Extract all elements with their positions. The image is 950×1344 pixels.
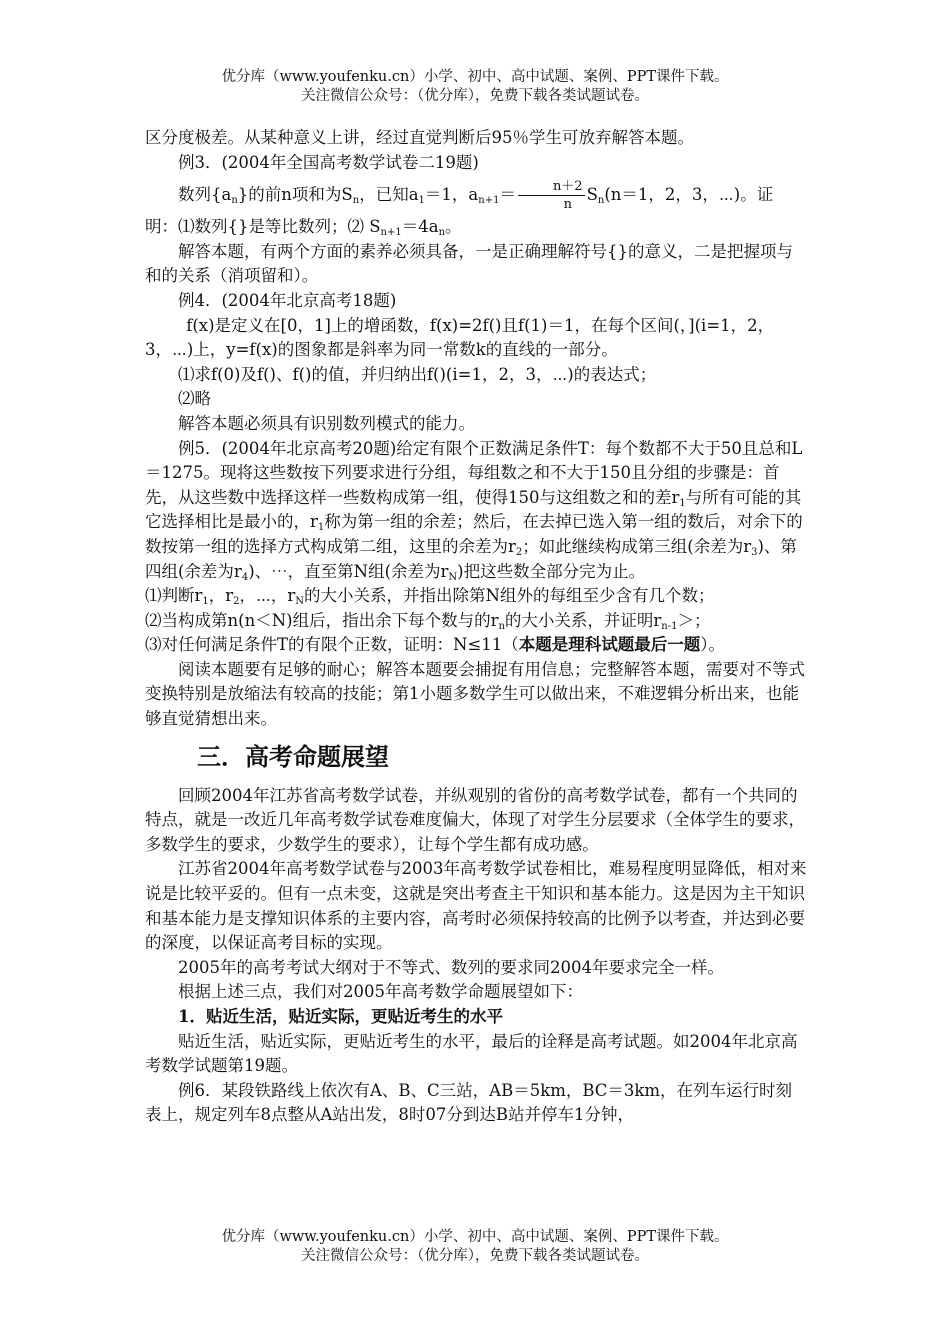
example-6-statement: 例6．某段铁路线上依次有A、B、C三站，AB＝5km，BC＝3km，在列车运行时刻表上，规定列车8点整从A站出发，8时07分到达B站并停车1分钟， [145, 1080, 793, 1125]
section-paragraph-2: 江苏省2004年高考数学试卷与2003年高考数学试卷相比，难易程度明显降低，相对来说是比较平妥的。但有一点未变，这就是突出考查主干知识和基本能力。这是因为主干知识和基本能力是支撑知识体系的主要内容，高考时必须保持较高的比例予以考查，并达到必要的深度，以保证高考目标的实现。 [145, 859, 807, 953]
example-4-answer: 解答本题必须具有识别数列模式的能力。 [178, 413, 475, 433]
section-paragraph-5: 贴近生活，贴近实际，更贴近考生的水平，最后的诠释是高考试题。如2004年北京高考数学试题第19题。 [145, 1031, 798, 1076]
page-footer [0, 1228, 950, 1266]
example-5-question-1: ⑴判断$r_1$，$r_2$，⋯，$r_N$的大小关系，并指出除第N组外的每组至少含有几个数； [145, 586, 715, 608]
footer-line-1: 优分库（www.youfenku.cn）小学、初中、高中试题、案例、PPT课件下载。 [221, 1229, 729, 1245]
paragraph-intro: 区分度极差。从某种意义上讲，经过直觉判断后95％学生可放弃解答本题。 [145, 128, 694, 147]
example-4-statement: f(x)是定义在[0，1]上的增函数，f(x)=2f()且f(1)＝1，在每个区间(，](i=1，2，3，⋯)上，y=f(x)的图象都是斜率为同一常数k的直线的一部分。 [145, 315, 775, 360]
section-heading: 三．高考命题展望 [197, 742, 389, 771]
example-4-question-2: ⑵略 [178, 389, 211, 409]
example-3-title: 例3．(2004年全国高考数学试卷二19题) [178, 152, 479, 172]
section-paragraph-1: 回顾2004年江苏省高考数学试卷，并纵观别的省份的高考数学试卷，都有一个共同的特点，就是一改近几年高考数学试卷难度偏大，体现了对学生分层要求（全体学生的要求，多数学生的要求，少数学生的要求），让每个学生都有成功感。 [145, 785, 805, 854]
header-line-1: 优分库（www.youfenku.cn）小学、初中、高中试题、案例、PPT课件下载。 [221, 69, 729, 85]
example-3-answer: 解答本题，有两个方面的素养必须具备，一是正确理解符号{}的意义，二是把握项与和的关系（消项留和）。 [145, 241, 793, 286]
example-3-statement: 数列$\{a_n\}$的前n项和为$S_n$，已知$a_1=1$，$a_{n+1}=$ $\frac{n+2}{n}$ $S_n(n=1$，2，3，⋯)。证 [178, 179, 774, 213]
document-body [145, 126, 807, 1128]
example-4-question-1: ⑴求f(0)及f()、f()的值，并归纳出f()(i=1，2，3，⋯)的表达式； [178, 364, 657, 384]
fraction: $\frac{n+2}{n}$ [518, 178, 585, 213]
example-4-title: 例4．(2004年北京高考18题) [178, 290, 397, 310]
example-5-question-2: ⑵当构成第n(n＜N)组后，指出余下每个数与的$r_n$的大小关系，并证明$r_{n-1}>$； [145, 610, 711, 632]
example-5-question-3: ⑶对任何满足条件T的有限个正数，证明：N≤11（本题是理科试题最后一题）。 [145, 635, 726, 655]
section-paragraph-4: 根据上述三点，我们对2005年高考数学命题展望如下： [178, 982, 583, 1002]
footer-line-2: 关注微信公众号：（优分库），免费下载各类试题试卷。 [301, 1248, 649, 1264]
page-header [0, 68, 950, 106]
example-5-answer: 阅读本题要有足够的耐心；解答本题要会捕捉有用信息；完整解答本题，需要对不等式变换特别是放缩法有较高的技能；第1小题多数学生可以做出来，不难逻辑分析出来，也能够直觉猜想出来。 [145, 659, 805, 729]
section-paragraph-3: 2005年的高考考试大纲对于不等式、数列的要求同2004年要求完全一样。 [178, 957, 724, 977]
example-5-statement: 例5．(2004年北京高考20题)给定有限个正数满足条件T：每个数都不大于50且总和L＝1275。现将这些数按下列要求进行分组，每组数之和不大于150且分组的步骤是：首先，从这些数中选择这样一些数构成第一组，使得150与这组数之和的差$r_1$与所有可能的其它选择相比是最小的，$r_1$称为第一组的余差；然后，在去掉已选入第一组的数后，对余下的数按第一组的选择方式构成第二组，这里的余差为$r_2$；如此继续构成第三组(余差为$r_3$)、第四组(余差为$r_4$)、⋯，直至第N组(余差为$r_N$)把这些数全部分完为止。 [145, 438, 803, 583]
subsection-heading-1: 1．贴近生活，贴近实际，更贴近考生的水平 [178, 1007, 503, 1026]
example-3-questions: 明：⑴数列{}是等比数列；⑵ $S_{n+1}=4a_n$。 [145, 217, 462, 239]
header-line-2: 关注微信公众号：（优分库），免费下载各类试题试卷。 [301, 88, 649, 104]
